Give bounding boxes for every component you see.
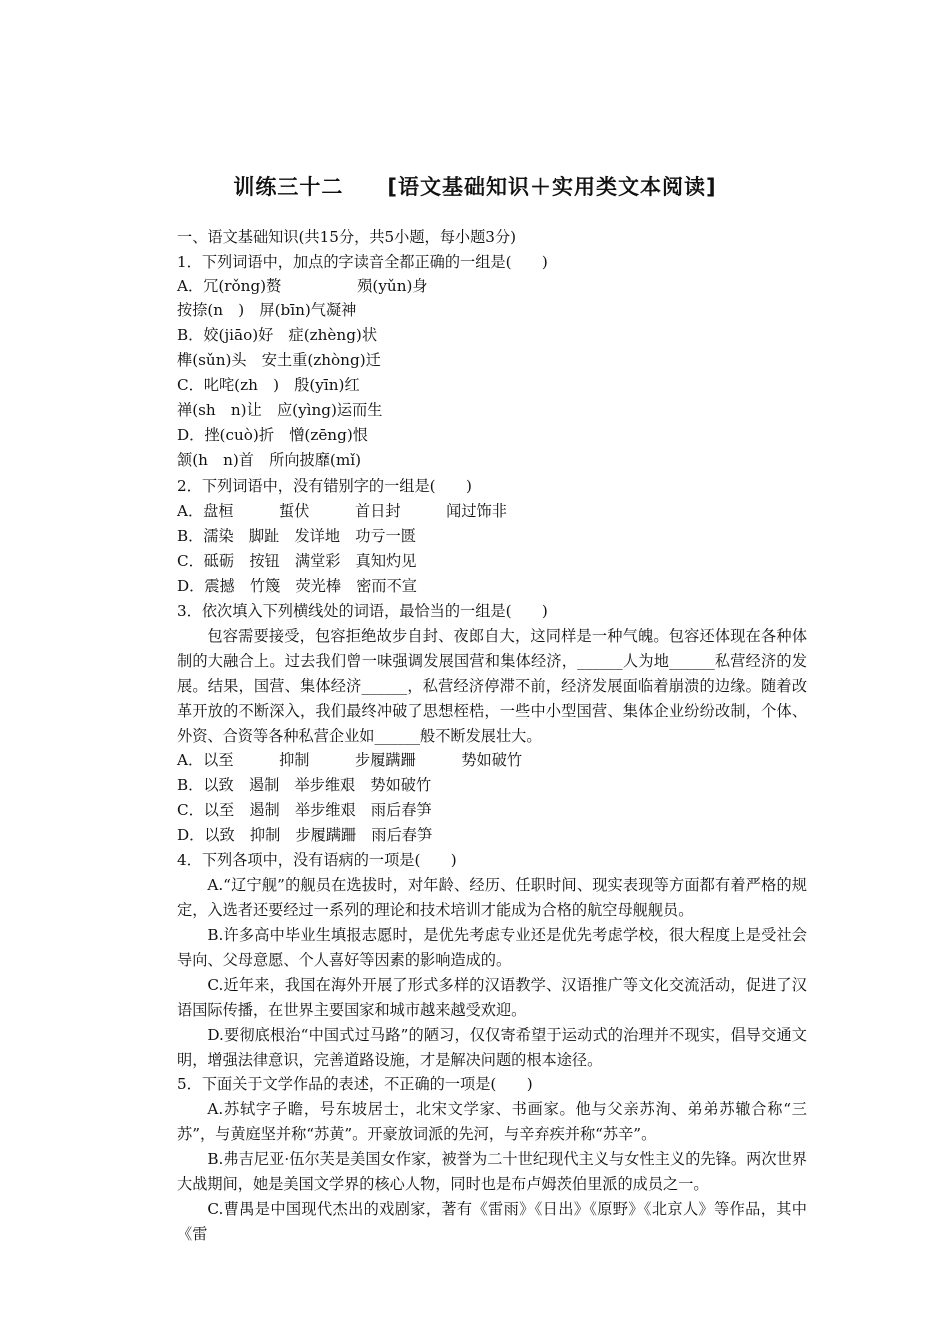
- q3-stem: 3．依次填入下列横线处的词语，最恰当的一组是( ): [177, 602, 548, 620]
- q5-option-b-text: B.弗吉尼亚·伍尔芙是美国女作家，被誉为二十世纪现代主义与女性主义的先锋。两次世界大战期间，她是美国文学界的核心人物，同时也是布卢姆茨伯里派的成员之一。: [177, 1150, 807, 1193]
- title-sub: [语文基础知识＋实用类文本阅读]: [387, 175, 717, 199]
- q4-option-a-text: A.“辽宁舰”的舰员在选拔时，对年龄、经历、任职时间、现实表现等方面都有着严格的规定，入选者还要经过一系列的理论和技术培训才能成为合格的航空母舰舰员。: [177, 876, 807, 919]
- section-heading: 一、语文基础知识(共15分，共5小题，每小题3分): [177, 228, 517, 246]
- q1-option-d-line1: D．挫(cuò)折 憎(zēng)恨: [177, 426, 368, 444]
- q5-option-a: [177, 1097, 807, 1147]
- q1-stem: 1．下列词语中，加点的字读音全都正确的一组是( ): [177, 253, 548, 271]
- q3-passage: [177, 624, 807, 749]
- q2-option-c: C．砥砺 按钮 满堂彩 真知灼见: [177, 552, 417, 570]
- q4-stem: 4．下列各项中，没有语病的一项是( ): [177, 851, 457, 869]
- q1-option-a-line2: 按捺(n ) 屏(bīn)气凝神: [177, 301, 357, 319]
- q3-option-b: B．以致 遏制 举步维艰 势如破竹: [177, 776, 432, 794]
- q5-option-c-text: C.曹禺是中国现代杰出的戏剧家，著有《雷雨》《日出》《原野》《北京人》等作品，其中《雷: [177, 1200, 807, 1243]
- q5-stem: 5．下面关于文学作品的表述，不正确的一项是( ): [177, 1075, 533, 1093]
- q2-option-d: D．震撼 竹篾 荧光棒 密而不宣: [177, 577, 417, 595]
- q5-option-c: [177, 1197, 807, 1247]
- q4-option-c-text: C.近年来，我国在海外开展了形式多样的汉语教学、汉语推广等文化交流活动，促进了汉语国际传播，在世界主要国家和城市越来越受欢迎。: [177, 976, 807, 1019]
- page-title: [0, 171, 950, 201]
- q4-option-d-text: D.要彻底根治“中国式过马路”的陋习，仅仅寄希望于运动式的治理并不现实，倡导交通文明，增强法律意识，完善道路设施，才是解决问题的根本途径。: [177, 1026, 807, 1069]
- q4-option-b: [177, 923, 807, 973]
- q5-option-a-text: A.苏轼字子瞻，号东坡居士，北宋文学家、书画家。他与父亲苏洵、弟弟苏辙合称“三苏”，与黄庭坚并称“苏黄”。开豪放词派的先河，与辛弃疾并称“苏辛”。: [177, 1100, 807, 1143]
- q4-option-d: [177, 1023, 807, 1073]
- q1-option-c-line2: 禅(sh n)让 应(yìng)运而生: [177, 401, 383, 419]
- q1-option-b-line1: B．姣(jiāo)好 症(zhèng)状: [177, 326, 378, 344]
- q5-option-b: [177, 1147, 807, 1197]
- q1-option-b-line2: 榫(sǔn)头 安土重(zhòng)迁: [177, 351, 381, 369]
- q1-option-a-line1: A．冗(rǒng)赘 殒(yǔn)身: [177, 277, 428, 295]
- q2-stem: 2．下列词语中，没有错别字的一组是( ): [177, 477, 472, 495]
- q2-option-b: B．濡染 脚趾 发详地 功亏一匮: [177, 527, 416, 545]
- title-main: 训练三十二: [233, 175, 344, 199]
- q4-option-b-text: B.许多高中毕业生填报志愿时，是优先考虑专业还是优先考虑学校，很大程度上是受社会导向、父母意愿、个人喜好等因素的影响造成的。: [177, 926, 807, 969]
- q2-option-a: A．盘桓 蜇伏 首日封 闻过饰非: [177, 502, 507, 520]
- q4-option-c: [177, 973, 807, 1023]
- q3-option-a: A．以至 抑制 步履蹒跚 势如破竹: [177, 751, 523, 769]
- q1-option-d-line2: 颔(h n)首 所向披靡(mǐ): [177, 451, 362, 469]
- q3-option-d: D．以致 抑制 步履蹒跚 雨后春笋: [177, 826, 433, 844]
- q3-passage-text: 包容需要接受，包容拒绝故步自封、夜郎自大，这同样是一种气魄。包容还体现在各种体制的大融合上。过去我们曾一味强调发展国营和集体经济，______人为地______私营经济的发展。结果，国营、集体经济______，私营经济停滞不前，经济发展面临着崩溃的边缘。随着改革开放的不断深入，我们最终冲破了思想桎梏，一些中小型国营、集体企业纷纷改制，个体、外资、合资等各种私营企业如______般不断发展壮大。: [177, 627, 807, 745]
- q3-option-c: C．以至 遏制 举步维艰 雨后春笋: [177, 801, 432, 819]
- q4-option-a: [177, 873, 807, 923]
- q1-option-c-line1: C．叱咤(zh ) 殷(yīn)红: [177, 376, 360, 394]
